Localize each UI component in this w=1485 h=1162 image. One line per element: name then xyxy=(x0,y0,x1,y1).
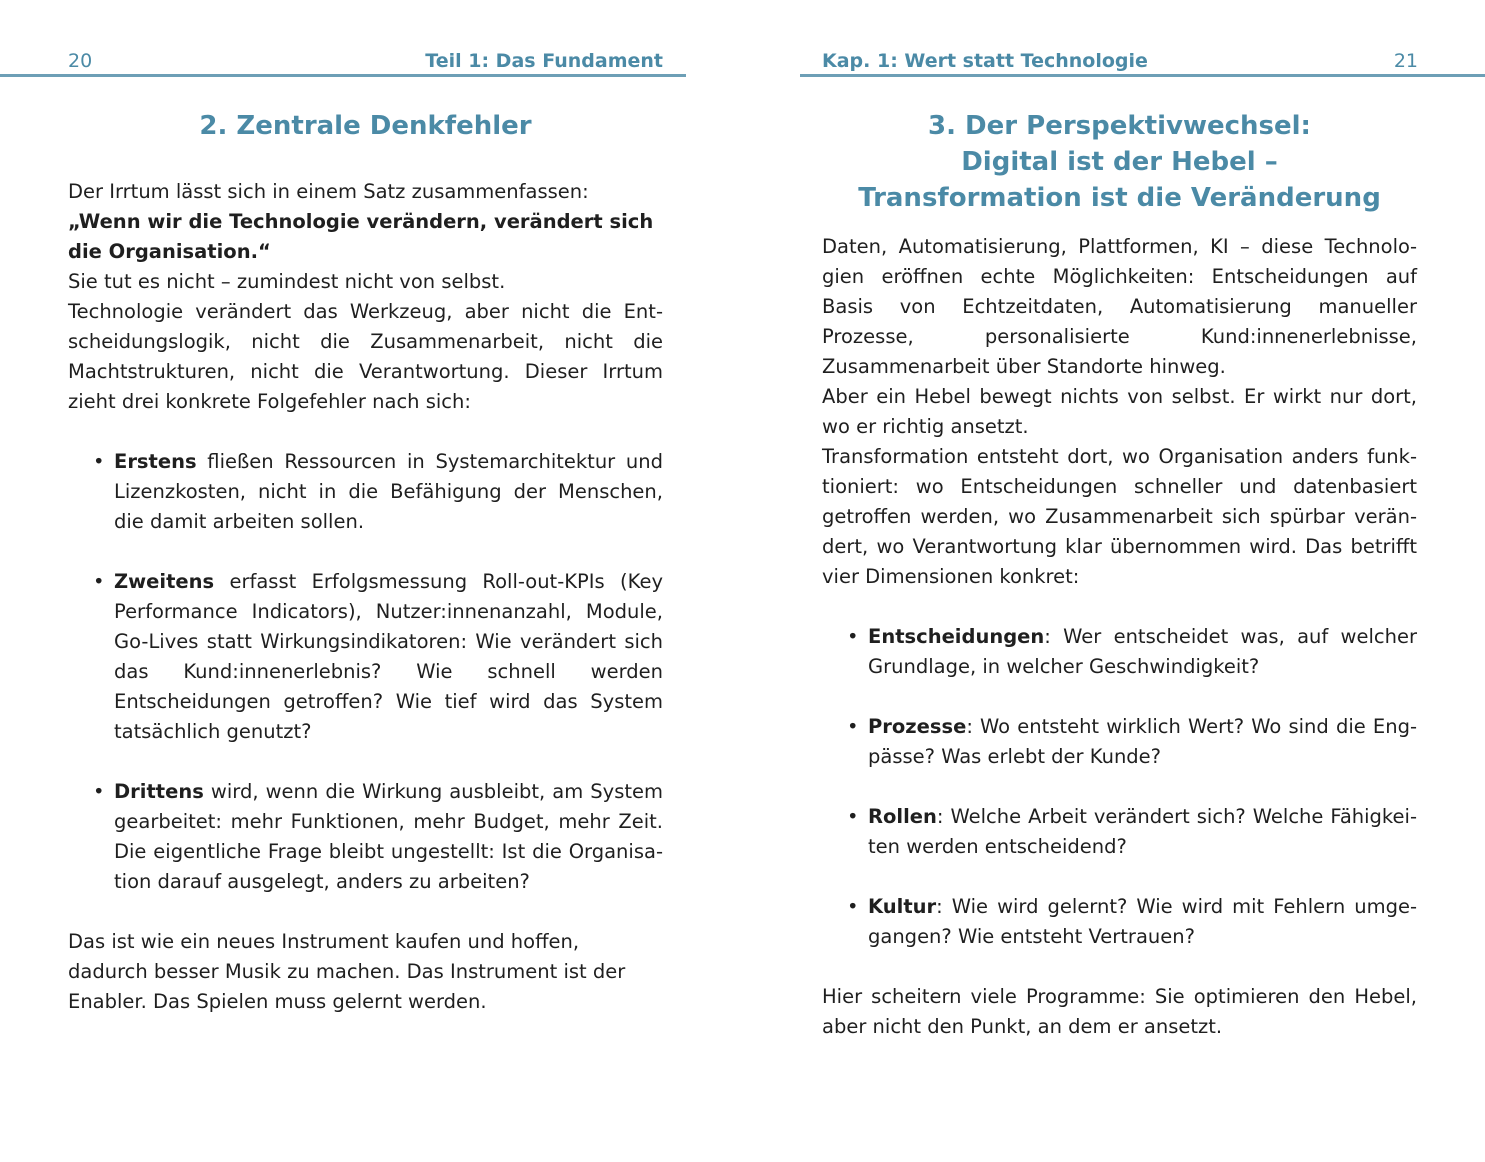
section-heading: 2. Zentrale Denkfehler xyxy=(199,111,532,141)
page-header xyxy=(800,48,1485,76)
intro-line: Der Irrtum lässt sich in einem Satz zusammenfassen: xyxy=(68,180,589,203)
right-page xyxy=(800,0,1485,1162)
paragraph: Aber ein Hebel bewegt nichts von selbst. Er wirkt nur dort, wo er richtig ansetzt. xyxy=(822,385,1417,438)
bullet-list xyxy=(822,622,1417,952)
closing-paragraph: Das ist wie ein neues Instrument kaufen und hoffen, dadurch besser Musik zu machen. Das Instrument ist der Enabler. Das Spielen muss gelernt werden. xyxy=(68,930,626,1013)
page-body xyxy=(68,108,663,1017)
bullet-text: erfasst Erfolgsmessung Roll-out-KPIs (Key Performance Indicators), Nutzer:innenanzahl, Module, Go-Lives statt Wirkungsindikatoren: Wie verändert sich das Kund:innenerlebnis? Wie schnell werden Entscheidungen getroffen? Wie tief wird das System tatsächlich genutzt? xyxy=(114,570,663,743)
header-rule xyxy=(800,74,1485,77)
paragraph: Technologie verändert das Werkzeug, aber nicht die Entscheidungslogik, nicht die Zusammenarbeit, nicht die Machtstrukturen, nicht die Verantwortung. Dieser Irrtum zieht drei konkrete Folgefehler nach sich: xyxy=(68,300,663,413)
bullet-text: : Wie wird gelernt? Wie wird mit Fehlern umgegangen? Wie entsteht Vertrauen? xyxy=(868,895,1417,948)
bullet-term: Drittens xyxy=(114,780,204,803)
bullet-list xyxy=(68,447,663,897)
section-heading xyxy=(822,108,1417,216)
bullet-term: Prozesse xyxy=(868,715,967,738)
quote: „Wenn wir die Technologie verändern, verändert sich die Organisation.“ xyxy=(68,210,654,263)
bullet-text: : Welche Arbeit verändert sich? Welche Fähigkeiten werden entscheidend? xyxy=(868,805,1417,858)
list-item xyxy=(822,712,1417,772)
list-item xyxy=(68,447,663,537)
bullet-term: Erstens xyxy=(114,450,197,473)
header-rule xyxy=(0,74,686,77)
list-item xyxy=(68,567,663,747)
left-page xyxy=(0,0,686,1162)
list-item xyxy=(68,777,663,897)
heading-line: 3. Der Perspektivwechsel: xyxy=(928,111,1311,141)
bullet-text: : Wer entscheidet was, auf welcher Grundlage, in welcher Geschwindigkeit? xyxy=(868,625,1417,678)
bullet-term: Entscheidungen xyxy=(868,625,1045,648)
list-item xyxy=(822,622,1417,682)
paragraph: Daten, Automatisierung, Plattformen, KI – diese Technologien eröffnen echte Möglichkeiten: Entscheidungen auf Basis von Echtzeitdaten, Automatisierung manueller Prozesse, personalisierte Kund:innenerlebnisse, Zusammenarbeit über Standorte hinweg. xyxy=(822,235,1417,378)
bullet-term: Rollen xyxy=(868,805,937,828)
page-number: 21 xyxy=(1393,50,1418,72)
running-head: Kap. 1: Wert statt Technologie xyxy=(822,50,1148,72)
statement-line: Sie tut es nicht – zumindest nicht von selbst. xyxy=(68,270,506,293)
bullet-text: fließen Ressourcen in Systemarchitektur und Lizenzkosten, nicht in die Befähigung der Menschen, die damit arbeiten sollen. xyxy=(114,450,663,533)
bullet-text: : Wo entsteht wirklich Wert? Wo sind die Engpässe? Was erlebt der Kunde? xyxy=(868,715,1417,768)
page-number: 20 xyxy=(68,50,93,72)
heading-line: Transformation ist die Veränderung xyxy=(858,183,1381,213)
running-head: Teil 1: Das Fundament xyxy=(425,50,663,72)
bullet-text: wird, wenn die Wirkung ausbleibt, am System gearbeitet: mehr Funktionen, mehr Budget, mehr Zeit. Die eigentliche Frage bleibt ungestellt: Ist die Organisation darauf ausgelegt, anders zu arbeiten? xyxy=(114,780,663,893)
closing-paragraph: Hier scheitern viele Programme: Sie optimieren den Hebel, aber nicht den Punkt, an dem er ansetzt. xyxy=(822,985,1417,1038)
page-header xyxy=(0,48,686,76)
list-item xyxy=(822,802,1417,862)
page-body xyxy=(822,108,1417,1042)
bullet-term: Kultur xyxy=(868,895,937,918)
list-item xyxy=(822,892,1417,952)
heading-line: Digital ist der Hebel – xyxy=(961,147,1278,177)
bullet-term: Zweitens xyxy=(114,570,215,593)
paragraph: Transformation entsteht dort, wo Organisation anders funktioniert: wo Entscheidungen schneller und datenbasiert getroffen werden, wo Zusammenarbeit sich spürbar verändert, wo Verantwortung klar übernommen wird. Das betrifft vier Dimensionen konkret: xyxy=(822,445,1417,588)
